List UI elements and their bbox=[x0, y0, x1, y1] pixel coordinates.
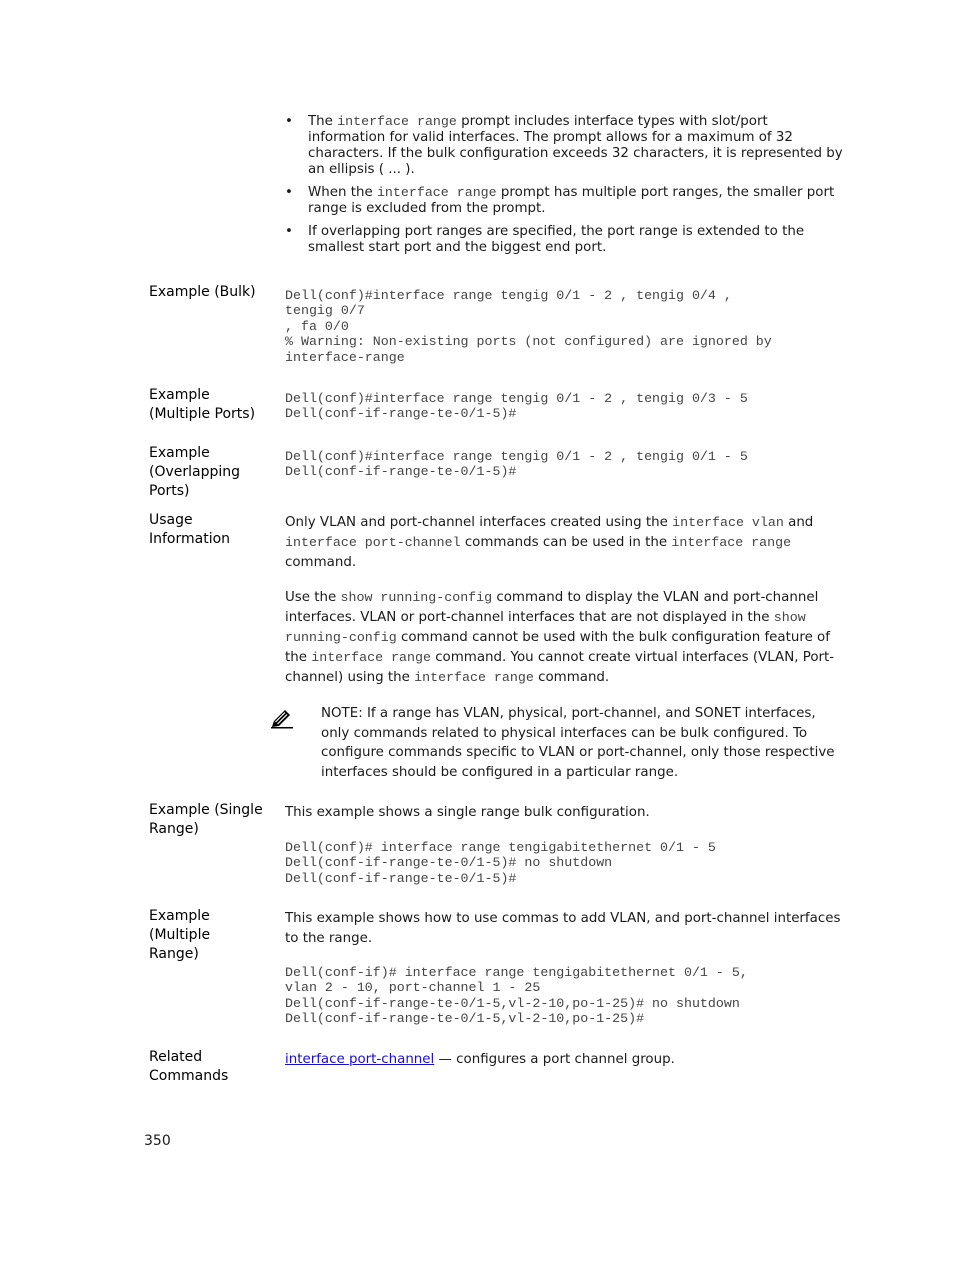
label-line: Range) bbox=[149, 946, 199, 962]
label-line: Commands bbox=[149, 1068, 229, 1084]
list-item bbox=[285, 224, 845, 256]
bullet-text: prompt includes interface types with slot/port information for valid interfaces. The prompt allows for a maximum of 32 characters. If the bulk configuration exceeds 32 characters, it is represented by an ellipsis ( ... ). bbox=[308, 114, 843, 177]
example-multiple-ports-label bbox=[149, 386, 275, 424]
related-description: — configures a port channel group. bbox=[434, 1052, 675, 1067]
inline-code: interface port-channel bbox=[285, 535, 461, 550]
bullet-text: When the bbox=[308, 185, 377, 200]
inline-code: interface range bbox=[671, 535, 792, 550]
example-multiple-ports-code: Dell(conf)#interface range tengig 0/1 - 2 , tengig 0/3 - 5 Dell(conf-if-range-te-0/1-5)# bbox=[285, 391, 748, 422]
page-number: 350 bbox=[144, 1133, 171, 1149]
text: command. bbox=[533, 670, 610, 685]
bullet-symbol: • bbox=[285, 185, 293, 200]
list-item bbox=[285, 114, 845, 178]
label-line: Range) bbox=[149, 821, 199, 837]
single-range-intro: This example shows a single range bulk configuration. bbox=[285, 805, 650, 820]
bullet-text: prompt has multiple port ranges, the smaller port range is excluded from the prompt. bbox=[308, 185, 835, 216]
inline-code: show running-config bbox=[285, 610, 806, 645]
note-body: If a range has VLAN, physical, port-channel, and SONET interfaces, only commands related to physical interfaces can be bulk configured. To configure commands specific to VLAN or port-channel, only those respective interfaces should be configured in a particular range. bbox=[321, 706, 835, 780]
interface-port-channel-link[interactable]: interface port-channel bbox=[285, 1052, 435, 1067]
label-line: Example bbox=[149, 387, 210, 403]
inline-code: interface range bbox=[376, 185, 497, 200]
label-line: Related bbox=[149, 1049, 203, 1065]
inline-code: interface range bbox=[414, 670, 534, 685]
multiple-range-code: Dell(conf-if)# interface range tengigabitethernet 0/1 - 5, vlan 2 - 10, port-channel 1 - 25 Dell(conf-if-range-te-0/1-5,vl-2-10,po-1-25)# no shutdown Dell(conf-if-range-te-0/1-5,vl-2-10,po-1-25)# bbox=[285, 965, 748, 1027]
text: and bbox=[783, 515, 814, 530]
bullet-text: If overlapping port ranges are specified, the port range is extended to the smallest start port and the biggest end port. bbox=[308, 224, 805, 255]
inline-code: interface range bbox=[311, 650, 431, 665]
related-commands-entry bbox=[285, 1050, 845, 1070]
example-overlapping-code: Dell(conf)#interface range tengig 0/1 - 2 , tengig 0/1 - 5 Dell(conf-if-range-te-0/1-5)# bbox=[285, 449, 748, 480]
example-overlapping-label bbox=[149, 444, 275, 501]
bullet-symbol: • bbox=[285, 224, 293, 239]
note-lead: NOTE: bbox=[321, 706, 363, 721]
example-bulk-label: Example (Bulk) bbox=[149, 284, 256, 300]
text: command to display the VLAN and port-channel interfaces. VLAN or port-channel interfaces that are not displayed in the bbox=[285, 590, 819, 625]
label-line: (Multiple Ports) bbox=[149, 406, 256, 422]
text: Use the bbox=[285, 590, 341, 605]
label-line: Information bbox=[149, 531, 231, 547]
usage-paragraph-2 bbox=[285, 588, 845, 688]
label-line: Example bbox=[149, 908, 210, 924]
label-line: Ports) bbox=[149, 483, 190, 499]
label-line: (Overlapping bbox=[149, 464, 241, 480]
text: command. bbox=[285, 555, 357, 570]
inline-code: show running-config bbox=[340, 590, 493, 605]
text: commands can be used in the bbox=[460, 535, 672, 550]
label-line: Example (Single bbox=[149, 802, 263, 818]
note-text bbox=[321, 704, 841, 782]
inline-code: interface range bbox=[337, 114, 457, 129]
text: command cannot be used with the bulk configuration feature of the bbox=[285, 630, 830, 665]
multiple-range-intro: This example shows how to use commas to add VLAN, and port-channel interfaces to the range. bbox=[285, 911, 841, 946]
example-multiple-range-label bbox=[149, 907, 275, 964]
label-line: (Multiple bbox=[149, 927, 211, 943]
usage-information-label bbox=[149, 511, 275, 549]
list-item bbox=[285, 185, 845, 217]
pencil-note-icon bbox=[270, 707, 294, 729]
label-line: Usage bbox=[149, 512, 193, 528]
related-commands-label bbox=[149, 1048, 275, 1086]
bullet-symbol: • bbox=[285, 114, 293, 129]
text: Only VLAN and port-channel interfaces created using the bbox=[285, 515, 673, 530]
bullet-list bbox=[285, 114, 845, 263]
example-bulk-code: Dell(conf)#interface range tengig 0/1 - 2 , tengig 0/4 , tengig 0/7 , fa 0/0 % Warning: Non-existing ports (not configured) are ignored by interface-range bbox=[285, 288, 772, 365]
text: command. You cannot create virtual interfaces (VLAN, Port-channel) using the bbox=[285, 650, 835, 685]
usage-paragraph-1 bbox=[285, 513, 845, 573]
bullet-text: The bbox=[308, 114, 338, 129]
inline-code: interface vlan bbox=[672, 515, 784, 530]
single-range-code: Dell(conf)# interface range tengigabitethernet 0/1 - 5 Dell(conf-if-range-te-0/1-5)# no shutdown Dell(conf-if-range-te-0/1-5)# bbox=[285, 840, 716, 886]
example-single-range-label bbox=[149, 801, 275, 839]
label-line: Example bbox=[149, 445, 210, 461]
